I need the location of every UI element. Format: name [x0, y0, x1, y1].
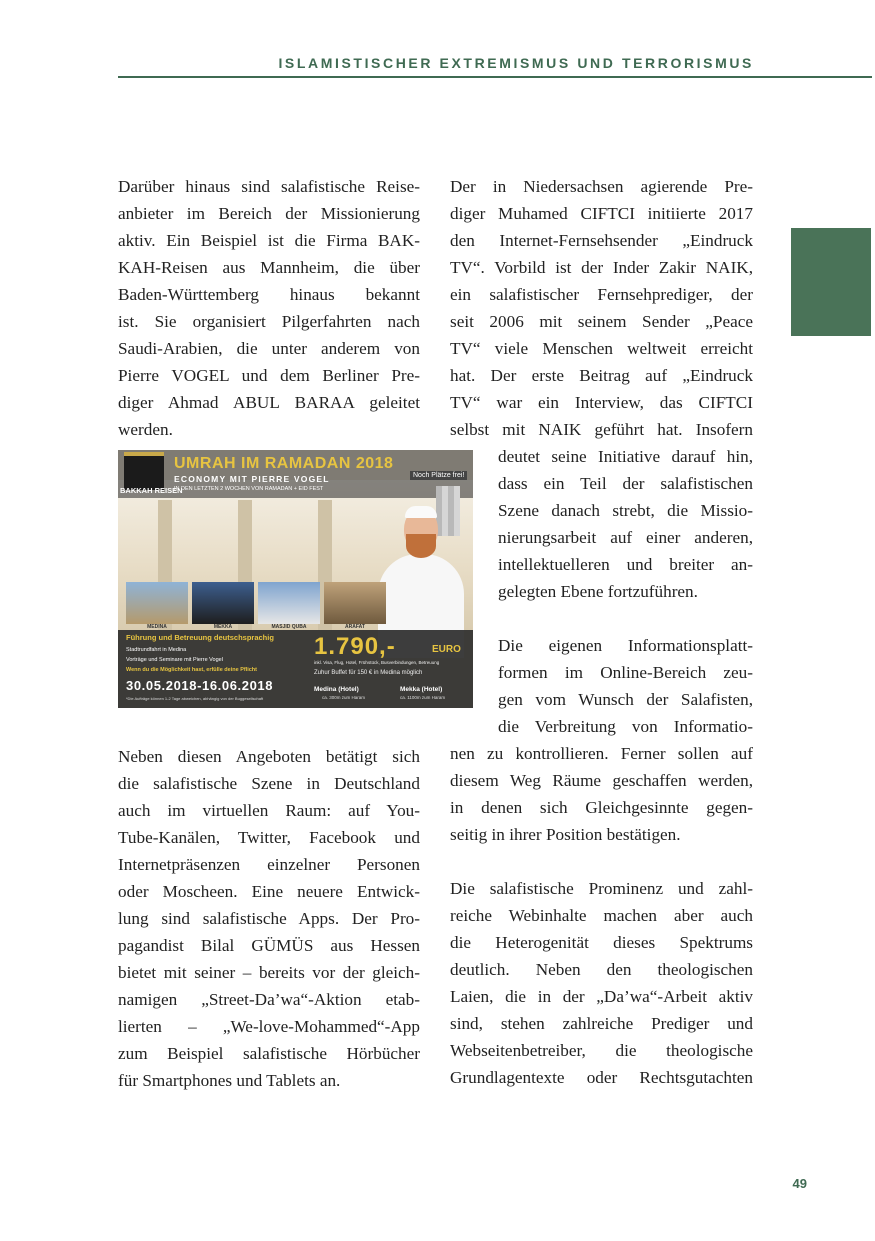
ad-price: 1.790,-	[314, 633, 396, 660]
text-line: die Heterogenität dieses Spektrums	[450, 933, 753, 952]
right-column	[450, 173, 753, 1091]
paragraph	[118, 173, 420, 443]
ad-subtitle-2: IN DEN LETZTEN 2 WOCHEN VON RAMADAN + EID FEST	[174, 486, 324, 492]
text-line: Die salafistische Prominenz und zahl-	[450, 879, 753, 898]
text-line: bietet mit seiner – bereits vor der gleich-	[118, 963, 420, 982]
text-line: werden.	[118, 420, 173, 439]
paragraph	[450, 173, 753, 605]
text-line: reiche Webinhalte machen aber auch	[450, 906, 753, 925]
chapter-tab	[791, 228, 871, 336]
text-line: hat. Der erste Beitrag auf „Eindruck	[450, 366, 753, 385]
ad-title: UMRAH IM RAMADAN 2018	[174, 455, 394, 472]
kaaba-icon	[124, 452, 164, 490]
ad-feature-line: Führung und Betreuung deutschsprachig	[126, 633, 274, 642]
text-line: anbieter im Bereich der Missionierung	[118, 204, 420, 223]
text-line: selbst mit NAIK geführt hat. Insofern	[450, 420, 753, 439]
thumb-label: MASJID QUBA	[271, 624, 307, 630]
thumb-arafat	[324, 582, 386, 624]
text-line: die salafistische Szene in Deutschland	[118, 774, 420, 793]
ad-hotel-medina: Medina (Hotel)	[314, 686, 359, 693]
left-column-top	[118, 173, 420, 443]
text-line: den Internet-Fernsehsender „Eindruck	[450, 231, 753, 250]
text-line: diger Ahmad ABUL BARAA geleitet	[118, 393, 420, 412]
text-line: Pierre VOGEL und dem Berliner Pre-	[118, 366, 420, 385]
paragraph-gap	[450, 848, 753, 875]
running-header: ISLAMISTISCHER EXTREMISMUS UND TERRORISMUS	[278, 55, 754, 71]
text-line: lung sind salafistische Apps. Der Pro-	[118, 909, 420, 928]
text-line: gelegten Ebene fortzuführen.	[498, 582, 698, 601]
text-line: ein salafistischer Fernsehprediger, der	[450, 285, 753, 304]
text-line: seitig in ihrer Position bestätigen.	[450, 825, 681, 844]
ad-hotel-mekka-detail: ca. 1100m zum Haram	[400, 695, 446, 700]
left-column-bottom	[118, 743, 420, 1094]
text-line: Szene danach strebt, die Missio-	[498, 501, 753, 520]
thumb-label: MEDINA	[147, 624, 167, 630]
person-beard	[406, 534, 436, 558]
text-line: formen im Online-Bereich zeu-	[498, 663, 753, 682]
text-line: diesem Weg Räume geschaffen werden,	[450, 771, 753, 790]
text-line: namigen „Street-Da’wa“-Aktion etab-	[118, 990, 420, 1009]
text-line: auch im virtuellen Raum: auf You-	[118, 801, 420, 820]
text-line: für Smartphones und Tablets an.	[118, 1071, 341, 1090]
paragraph	[450, 875, 753, 1091]
destination-thumbnails	[126, 582, 386, 624]
text-line: die Verbreitung von Informatio-	[498, 717, 753, 736]
text-line: in denen sich Gleichgesinnte gegen-	[450, 798, 753, 817]
thumb-label: MEKKA	[213, 624, 233, 630]
text-line: seit 2006 mit seinem Sender „Peace	[450, 312, 753, 331]
ad-subtitle: ECONOMY MIT PIERRE VOGEL	[174, 474, 330, 484]
text-line: nen zu kontrollieren. Ferner sollen auf	[450, 744, 753, 763]
text-line: diger Muhamed CIFTCI initiierte 2017	[450, 204, 753, 223]
page-number: 49	[792, 1176, 807, 1191]
text-line: dass ein Teil der salafistischen	[498, 474, 753, 493]
thumb-mekka	[192, 582, 254, 624]
text-line: sind, stehen zahlreiche Prediger und	[450, 1014, 753, 1033]
text-line: intellektuelleren und breiter an-	[498, 555, 753, 574]
text-line: Der in Niedersachsen agierende Pre-	[450, 177, 753, 196]
text-line: oder Moscheen. Eine neuere Entwick-	[118, 882, 420, 901]
paragraph-gap	[450, 605, 753, 632]
ad-dates: 30.05.2018-16.06.2018	[126, 678, 274, 693]
text-line: TV“ viele Menschen weltweit erreicht	[450, 339, 753, 358]
text-line: Baden-Württemberg hinaus bekannt	[118, 285, 420, 304]
ad-footnote: *Die Aufträge können 1-2 Tage abweichen, abhängig von der Buggesellschaft	[126, 696, 264, 701]
text-line: lierten – „We-love-Mohammed“-App	[118, 1017, 420, 1036]
paragraph	[450, 632, 753, 848]
text-line: deutet seine Initiative darauf hin,	[498, 447, 753, 466]
ad-availability-tag: Noch Plätze frei!	[410, 471, 467, 480]
text-line: aktiv. Ein Beispiel ist die Firma BAK-	[118, 231, 420, 250]
person-cap	[405, 506, 437, 518]
ad-bullet: Vorträge und Seminare mit Pierre Vogel	[126, 657, 223, 663]
text-line: Tube-Kanälen, Twitter, Facebook und	[118, 828, 420, 847]
ad-includes: inkl. Visa, Flug, Hotel, Frühstück, Busverbindungen, Betreuung	[314, 660, 440, 665]
text-line: zum Beispiel salafistische Hörbücher	[118, 1044, 420, 1063]
ad-hotel-medina-detail: ca. 300m zum Haram	[322, 695, 366, 700]
text-line: gen vom Wunsch der Salafisten,	[498, 690, 753, 709]
paragraph	[118, 743, 420, 1094]
ad-extra: Zuhur Buffet für 150 € in Medina möglich	[314, 670, 423, 676]
ad-brand: BAKKAH REISEN	[120, 486, 183, 495]
text-line: deutlich. Neben den theologischen	[450, 960, 753, 979]
ad-hotel-mekka: Mekka (Hotel)	[400, 686, 443, 693]
ad-currency: EURO	[432, 644, 461, 655]
text-line: Laien, die in der „Da’wa“-Arbeit aktiv	[450, 987, 753, 1006]
text-line: nierungsarbeit auf einer anderen,	[498, 528, 753, 547]
text-line: Neben diesen Angeboten betätigt sich	[118, 747, 420, 766]
header-rule	[118, 76, 872, 78]
ad-bullet: Wenn du die Möglichkeit hast, erfülle deine Pflicht	[126, 667, 257, 673]
text-line: Darüber hinaus sind salafistische Reise-	[118, 177, 420, 196]
text-line: Internetpräsenzen einzelner Personen	[118, 855, 420, 874]
text-line: Webseitenbetreiber, die theologische	[450, 1041, 753, 1060]
thumb-label: ARAFAT	[345, 624, 365, 630]
ad-bullet: Stadtrundfahrt in Medina	[126, 647, 187, 653]
text-line: ist. Sie organisiert Pilgerfahrten nach	[118, 312, 420, 331]
text-line: Grundlagentexte oder Rechtsgutachten	[450, 1068, 753, 1087]
text-line: TV“ war ein Interview, das CIFTCI	[450, 393, 753, 412]
text-line: TV“. Vorbild ist der Inder Zakir NAIK,	[450, 258, 753, 277]
text-line: Saudi-Arabien, die unter anderem von	[118, 339, 420, 358]
text-line: pagandist Bilal GÜMÜS aus Hessen	[118, 936, 420, 955]
advertisement-image	[118, 450, 473, 708]
text-line: KAH-Reisen aus Mannheim, die über	[118, 258, 420, 277]
thumb-medina	[126, 582, 188, 624]
text-line: Die eigenen Informationsplatt-	[498, 636, 753, 655]
thumb-masjid-quba	[258, 582, 320, 624]
